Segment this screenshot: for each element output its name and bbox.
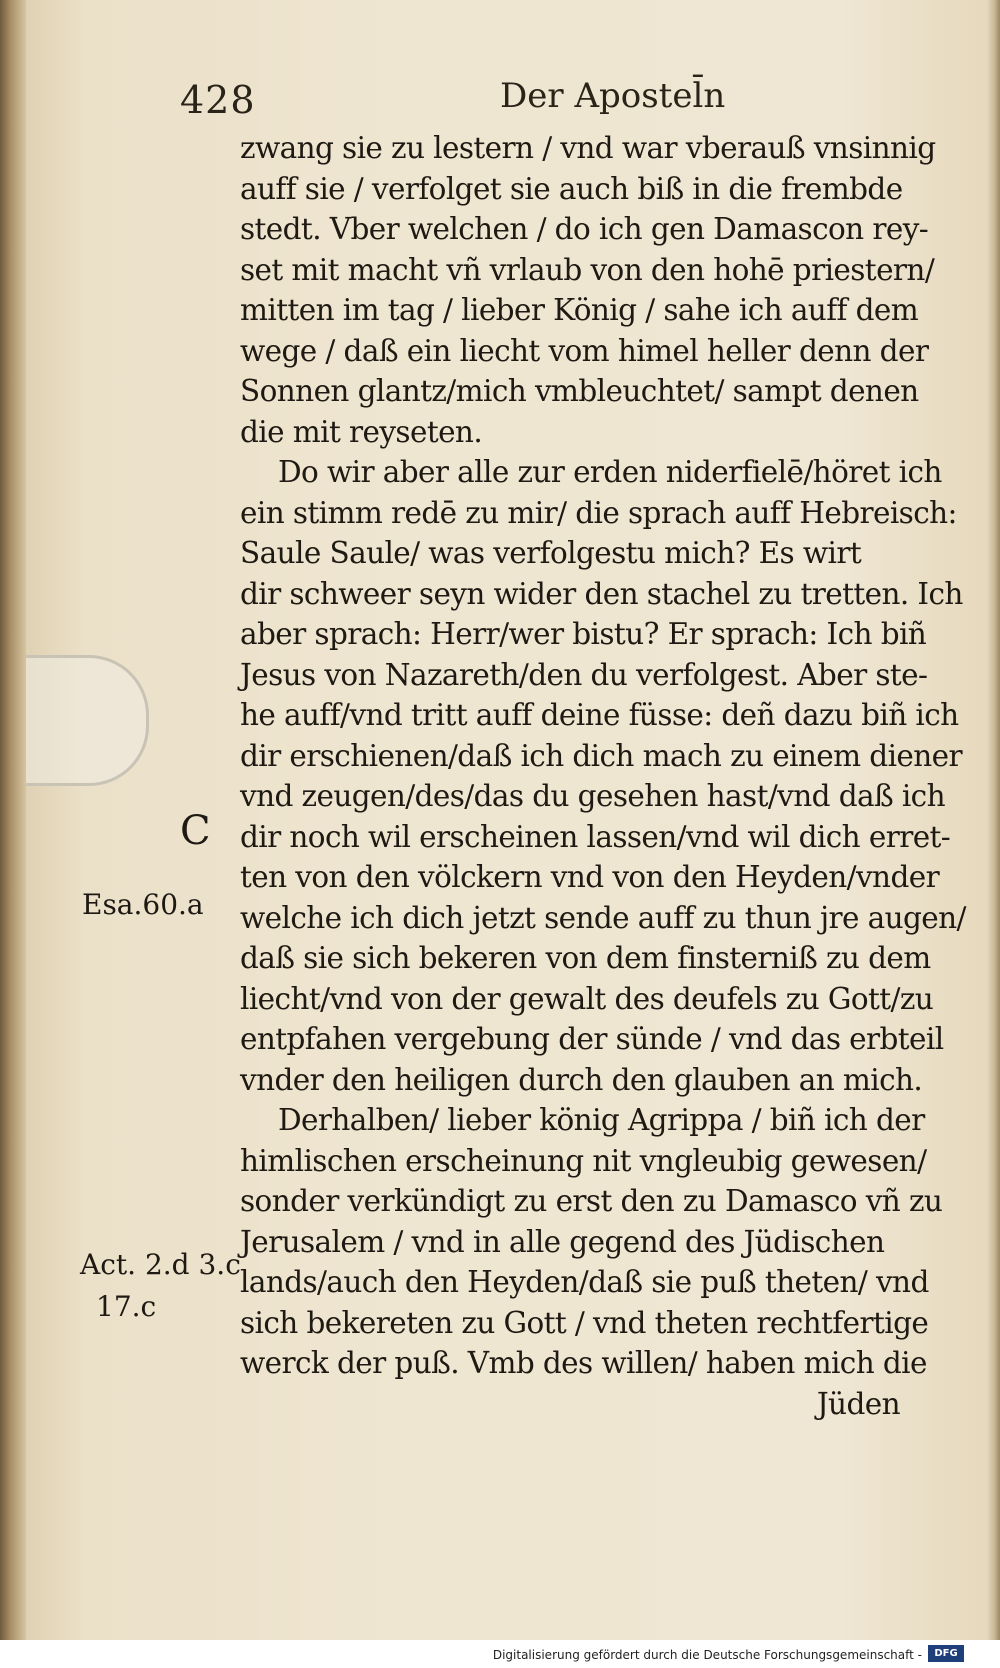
margin-note-act-cont: 17.c xyxy=(96,1290,157,1323)
text-line: Jesus von Nazareth/den du verfolgest. Aber ste- xyxy=(240,657,928,692)
text-line: aber sprach: Herr/wer bistu? Er sprach: Ich biñ xyxy=(240,617,927,651)
text-line: mitten im tag / lieber König / sahe ich auff dem xyxy=(240,293,919,327)
text-line: Derhalben/ lieber könig Agrippa / biñ ich der xyxy=(278,1103,925,1137)
text-line: he auff/vnd tritt auff deine füsse: deñ dazu biñ ich xyxy=(240,698,959,732)
body-text xyxy=(240,128,966,1424)
text-line: himlischen erscheinung nit vngleubig gewesen/ xyxy=(240,1143,927,1178)
text-line: set mit macht vñ vrlaub von den hohē priestern/ xyxy=(240,252,935,287)
text-line: entpfahen vergebung der sünde / vnd das erbteil xyxy=(240,1022,944,1056)
footer-credit: Digitalisierung gefördert durch die Deutsche Forschungsgemeinschaft - xyxy=(492,1648,922,1662)
text-line: dir schweer seyn wider den stachel zu tretten. Ich xyxy=(240,576,963,611)
text-line: dir noch wil erscheinen lassen/vnd wil dich erret- xyxy=(240,819,951,854)
margin-note-esa: Esa.60.a xyxy=(82,888,204,921)
text-line: vnd zeugen/des/das du gesehen hast/vnd daß ich xyxy=(240,779,946,813)
text-line: sich bekereten zu Gott / vnd theten rechtfertige xyxy=(240,1305,929,1340)
text-line: liecht/vnd von der gewalt des deufels zu Gott/zu xyxy=(240,981,934,1016)
text-line: Sonnen glantz/mich vmbleuchtet/ sampt denen xyxy=(240,374,919,408)
running-head: Der Apostel̄n xyxy=(500,76,726,116)
text-line: daß sie sich bekeren von dem finsterniß zu dem xyxy=(240,941,931,975)
page-fore-edge xyxy=(986,0,1000,1668)
text-line: Do wir aber alle zur erden niderfielē/höret ich xyxy=(278,455,942,489)
text-line: sonder verkündigt zu erst den zu Damasco vñ zu xyxy=(240,1184,943,1218)
text-line: ein stimm redē zu mir/ die sprach auff Hebreisch: xyxy=(240,495,957,530)
text-line: stedt. Vber welchen / do ich gen Damascon rey- xyxy=(240,212,929,246)
text-line: werck der puß. Vmb des willen/ haben mich die xyxy=(240,1346,927,1380)
text-line: wege / daß ein liecht vom himel heller denn der xyxy=(240,333,929,368)
text-line: Jerusalem / vnd in alle gegend des Jüdischen xyxy=(240,1224,885,1259)
page-clip-tab xyxy=(26,655,149,786)
text-line: dir erschienen/daß ich dich mach zu einem diener xyxy=(240,738,963,773)
text-line: auff sie / verfolget sie auch biß in die frembde xyxy=(240,171,903,206)
text-line: ten von den völckern vnd von den Heyden/vnder xyxy=(240,860,940,894)
text-line: welche ich dich jetzt sende auff zu thun jre augen/ xyxy=(240,900,966,935)
text-line: zwang sie zu lestern / vnd war vberauß vnsinnig xyxy=(240,131,936,165)
margin-note-c: C xyxy=(180,808,211,854)
text-line: vnder den heiligen durch den glauben an mich. xyxy=(240,1062,923,1097)
text-line: die mit reyseten. xyxy=(240,414,483,449)
text-line: lands/auch den Heyden/daß sie puß theten/ vnd xyxy=(240,1265,929,1299)
text-line: Saule Saule/ was verfolgestu mich? Es wirt xyxy=(240,536,862,570)
dfg-logo: DFG xyxy=(928,1645,964,1662)
catchword: Jüden xyxy=(816,1386,900,1421)
margin-note-act: Act. 2.d 3.c xyxy=(80,1248,241,1281)
book-gutter xyxy=(0,0,26,1668)
page-number: 428 xyxy=(180,78,256,122)
